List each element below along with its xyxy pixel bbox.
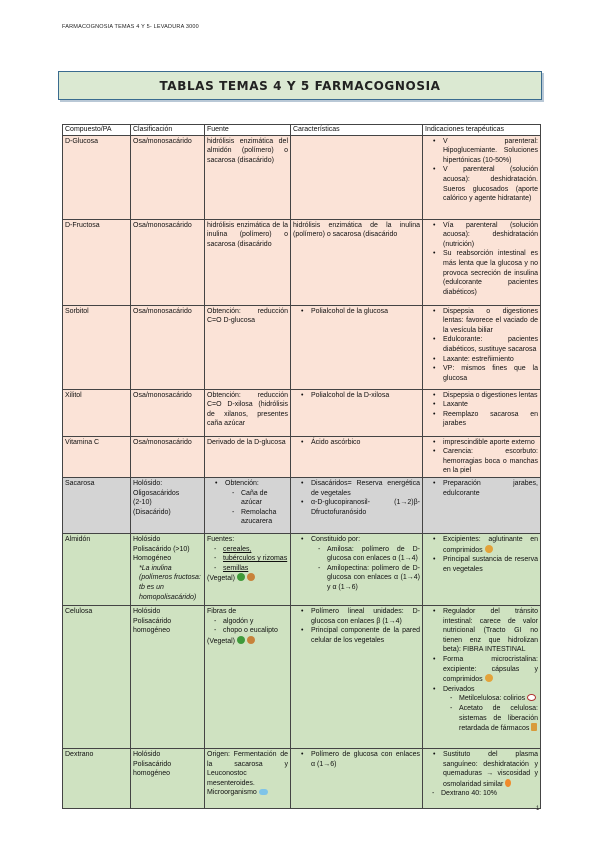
- list-item: [443, 655, 538, 685]
- clas-line: (2-10): [133, 499, 152, 507]
- leaf-icon: [237, 573, 245, 581]
- table-row-vitc: [63, 436, 541, 477]
- cell-name: D-Fructosa: [63, 219, 131, 305]
- clas-line: Holósido: [133, 535, 161, 543]
- list-item: • Vía parenteral (solución acuosa): deshidratación (nutrición): [443, 221, 538, 250]
- list-item: [459, 704, 538, 734]
- table-row-almidon: [63, 533, 541, 605]
- list-item: • α-D-glucopiranosil- (1→2)β-Dfructofuranósido: [311, 498, 420, 517]
- fuente-tail-line: [207, 636, 288, 647]
- fuente-head: Fuentes:: [207, 535, 235, 543]
- fuente-head: Fibras de: [207, 607, 237, 615]
- cell-name: Sacarosa: [63, 477, 131, 533]
- cell-clasificacion: Osa/monosacárido: [131, 436, 205, 477]
- car-head: Constituido por:: [311, 535, 361, 543]
- header-compuesto: Compuesto/PA: [63, 125, 131, 136]
- clas-line: (Disacárido): [133, 508, 171, 516]
- ind-text: Sustituto del plasma sanguíneo: deshidratación y quemaduras → viscosidad y osmolaridad similar: [443, 750, 538, 788]
- cell-clasificacion: [131, 605, 205, 748]
- cell-fuente: [205, 533, 291, 605]
- cell-name: Vitamina C: [63, 436, 131, 477]
- fuente-head: Obtención:: [225, 479, 259, 487]
- cell-caracteristicas: [291, 436, 423, 477]
- running-header: FARMACOGNOSIA TEMAS 4 Y 5- LEVADURA 3000: [62, 24, 199, 30]
- list-item: • Principal componente de la pared celular de los vegetales: [311, 626, 420, 645]
- ind-sub-text: Acetato de celulosa: sistemas de liberación retardada de fármacos: [459, 704, 538, 733]
- fire-icon: [505, 779, 511, 787]
- fuente-tail: (Vegetal): [207, 637, 236, 645]
- leaf-icon: [237, 636, 245, 644]
- fuente-tail-line: [207, 573, 288, 584]
- list-item: - cereales,: [223, 545, 288, 555]
- cell-clasificacion: Osa/monosacárido: [131, 389, 205, 436]
- cell-name: Xilitol: [63, 389, 131, 436]
- clas-line: homogéneo: [133, 770, 170, 778]
- ind-text: Derivados: [443, 685, 475, 693]
- ind-sub-text: Metilcelulosa: colirios: [459, 695, 526, 703]
- clas-note: *La inulina (polímeros fructosa: tb es un homopolisacárido): [139, 564, 201, 601]
- ind-text: Forma microcristalina: excipiente: cápsulas y comprimidos: [443, 655, 538, 684]
- mushroom-icon: [247, 636, 255, 644]
- cell-caracteristicas: [291, 305, 423, 389]
- table-row-dglucosa: [63, 135, 541, 219]
- list-item: • Ácido ascórbico: [311, 438, 420, 448]
- cell-clasificacion: Osa/monosacárido: [131, 305, 205, 389]
- list-item: • Su reabsorción intestinal es más lenta que la glucosa y no provoca secreción de insulina (edulcorante pacientes diabéticos): [443, 249, 538, 297]
- table-row-sacarosa: [63, 477, 541, 533]
- list-item: [443, 535, 538, 555]
- list-item: [311, 535, 420, 593]
- page-title: TABLAS TEMAS 4 Y 5 FARMACOGNOSIA: [159, 78, 441, 93]
- fuente-text: Origen: Fermentación de la sacarosa y Leuconostoc mesenteroides. Microorganismo: [207, 750, 288, 797]
- list-item: • Polialcohol de la glucosa: [311, 307, 420, 317]
- cell-fuente: hidrólisis enzimática de la inulina (polímero) o sacarosa (disacárido: [205, 219, 291, 305]
- cell-caracteristicas: [291, 605, 423, 748]
- list-item: • Reemplazo sacarosa en jarabes: [443, 410, 538, 429]
- list-item: • Regulador del tránsito intestinal: carece de valor nutricional (Tracto GI no tienen enz que hidrolizan beta): FIBRA INTESTINAL: [443, 607, 538, 655]
- clas-line: Homogéneo: [133, 555, 172, 563]
- ind-text: Excipientes: aglutinante en comprimidos: [443, 535, 538, 554]
- list-item: • Polímero lineal unidades: D-glucosa con enlaces β (1→4): [311, 607, 420, 626]
- cell-caracteristicas: [291, 477, 423, 533]
- list-item: [443, 750, 538, 789]
- cell-indicaciones: [423, 533, 541, 605]
- capsule-icon: [259, 789, 268, 795]
- list-item: • Polialcohol de la D-xilosa: [311, 391, 420, 401]
- cell-fuente: [205, 605, 291, 748]
- cell-clasificacion: [131, 748, 205, 808]
- list-item: • Principal sustancia de reserva en vegetales: [443, 555, 538, 574]
- list-item: - chopo o eucalipto: [223, 626, 288, 636]
- list-item: • Dispepsia o digestiones lentas: [443, 391, 538, 401]
- table-row-dextrano: [63, 748, 541, 808]
- list-item: • V parenteral (solución acuosa): deshidratación. Sueros glucosados (aporte calórico y agente hidratante): [443, 165, 538, 203]
- list-item: • Preparación jarabes, edulcorante: [443, 479, 538, 498]
- cell-indicaciones: [423, 748, 541, 808]
- cell-caracteristicas: [291, 533, 423, 605]
- cell-indicaciones: [423, 436, 541, 477]
- cell-indicaciones: [423, 219, 541, 305]
- cell-indicaciones: [423, 389, 541, 436]
- list-item: - Amilopectina: polímero de D-glucosa con enlaces α (1→4) y α (1→6): [327, 564, 420, 593]
- cell-indicaciones: [423, 305, 541, 389]
- pharmacognosy-table: [62, 124, 541, 809]
- cell-clasificacion: [131, 533, 205, 605]
- list-item: - Dextrano 40: 10%: [441, 789, 538, 799]
- clas-line: homogéneo: [133, 627, 170, 635]
- mushroom-icon: [247, 573, 255, 581]
- list-item: - semillas: [223, 564, 288, 574]
- page-number: 1: [536, 806, 540, 812]
- cell-caracteristicas: [291, 748, 423, 808]
- list-item: • Laxante: estreñimiento: [443, 355, 538, 365]
- cell-name: Celulosa: [63, 605, 131, 748]
- table-row-xilitol: [63, 389, 541, 436]
- fuente-tail: (Vegetal): [207, 575, 236, 583]
- table-row-sorbitol: [63, 305, 541, 389]
- cell-name: Almidón: [63, 533, 131, 605]
- list-item: • Laxante: [443, 400, 538, 410]
- header-clasificacion: Clasificación: [131, 125, 205, 136]
- list-item: - tubérculos y rizomas: [223, 554, 288, 564]
- list-item: - Amilosa: polímero de D-glucosa con enlaces α (1→4): [327, 545, 420, 564]
- header-indicaciones: Indicaciones terapéuticas: [423, 125, 541, 136]
- table-row-celulosa: [63, 605, 541, 748]
- cell-caracteristicas: hidrólisis enzimática de la inulina (polímero) o sacarosa (disacárido: [291, 219, 423, 305]
- list-item: [443, 685, 538, 734]
- clas-line: Polisacárido (>10): [133, 545, 190, 553]
- list-item: [459, 694, 538, 704]
- table-header-row: [63, 125, 541, 136]
- title-box: [58, 71, 542, 100]
- header-fuente: Fuente: [205, 125, 291, 136]
- cell-fuente: hidrólisis enzimática del almidón (polímero) o sacarosa (disacárido): [205, 135, 291, 219]
- list-item: - Caña de azúcar: [241, 489, 288, 508]
- cell-indicaciones: [423, 477, 541, 533]
- cell-fuente: [205, 477, 291, 533]
- list-item: [225, 479, 288, 527]
- list-item: • Carencia: escorbuto: hemorragias boca o manchas en la piel: [443, 447, 538, 476]
- cell-name: Sorbitol: [63, 305, 131, 389]
- eye-icon: [527, 694, 536, 701]
- list-item: • V parenteral: Hipoglucemiante. Soluciones hipertónicas (10-50%): [443, 137, 538, 166]
- clas-line: Polisacárido: [133, 617, 172, 625]
- hourglass-icon: [531, 723, 537, 731]
- cell-fuente: Obtención: reducción C=O D-xilosa (hidrólisis de xilanos, presentes caña azúcar: [205, 389, 291, 436]
- cell-clasificacion: [131, 477, 205, 533]
- list-item: - algodón y: [223, 617, 288, 627]
- cell-indicaciones: [423, 605, 541, 748]
- cell-clasificacion: Osa/monosacárido: [131, 219, 205, 305]
- clas-line: Holósido: [133, 750, 161, 758]
- clas-line: Holósido: [133, 607, 161, 615]
- clas-line: Polisacárido: [133, 760, 172, 768]
- cell-indicaciones: [423, 135, 541, 219]
- cell-clasificacion: Osa/monosacárido: [131, 135, 205, 219]
- clas-line: Oligosacáridos: [133, 489, 180, 497]
- cell-name: D-Glucosa: [63, 135, 131, 219]
- cell-fuente: Obtención: reducción C=O D-glucosa: [205, 305, 291, 389]
- list-item: • Disacáridos= Reserva energética de vegetales: [311, 479, 420, 498]
- cell-caracteristicas: [291, 135, 423, 219]
- list-item: • imprescindible aporte externo: [443, 438, 538, 448]
- pill-icon: [485, 674, 493, 682]
- cell-caracteristicas: [291, 389, 423, 436]
- list-item: • Dispepsia o digestiones lentas: favorece el vaciado de la vesícula biliar: [443, 307, 538, 336]
- list-item: • Edulcorante: pacientes diabéticos, sustituye sacarosa: [443, 335, 538, 354]
- list-item: • Polímero de glucosa con enlaces α (1→6): [311, 750, 420, 769]
- table-row-dfructosa: [63, 219, 541, 305]
- cell-fuente: [205, 748, 291, 808]
- pill-icon: [485, 545, 493, 553]
- list-item: • VP: mismos fines que la glucosa: [443, 364, 538, 383]
- header-caracteristicas: Características: [291, 125, 423, 136]
- cell-fuente: Derivado de la D-glucosa: [205, 436, 291, 477]
- list-item: - Remolacha azucarera: [241, 508, 288, 527]
- cell-name: Dextrano: [63, 748, 131, 808]
- clas-line: Holósido:: [133, 479, 163, 487]
